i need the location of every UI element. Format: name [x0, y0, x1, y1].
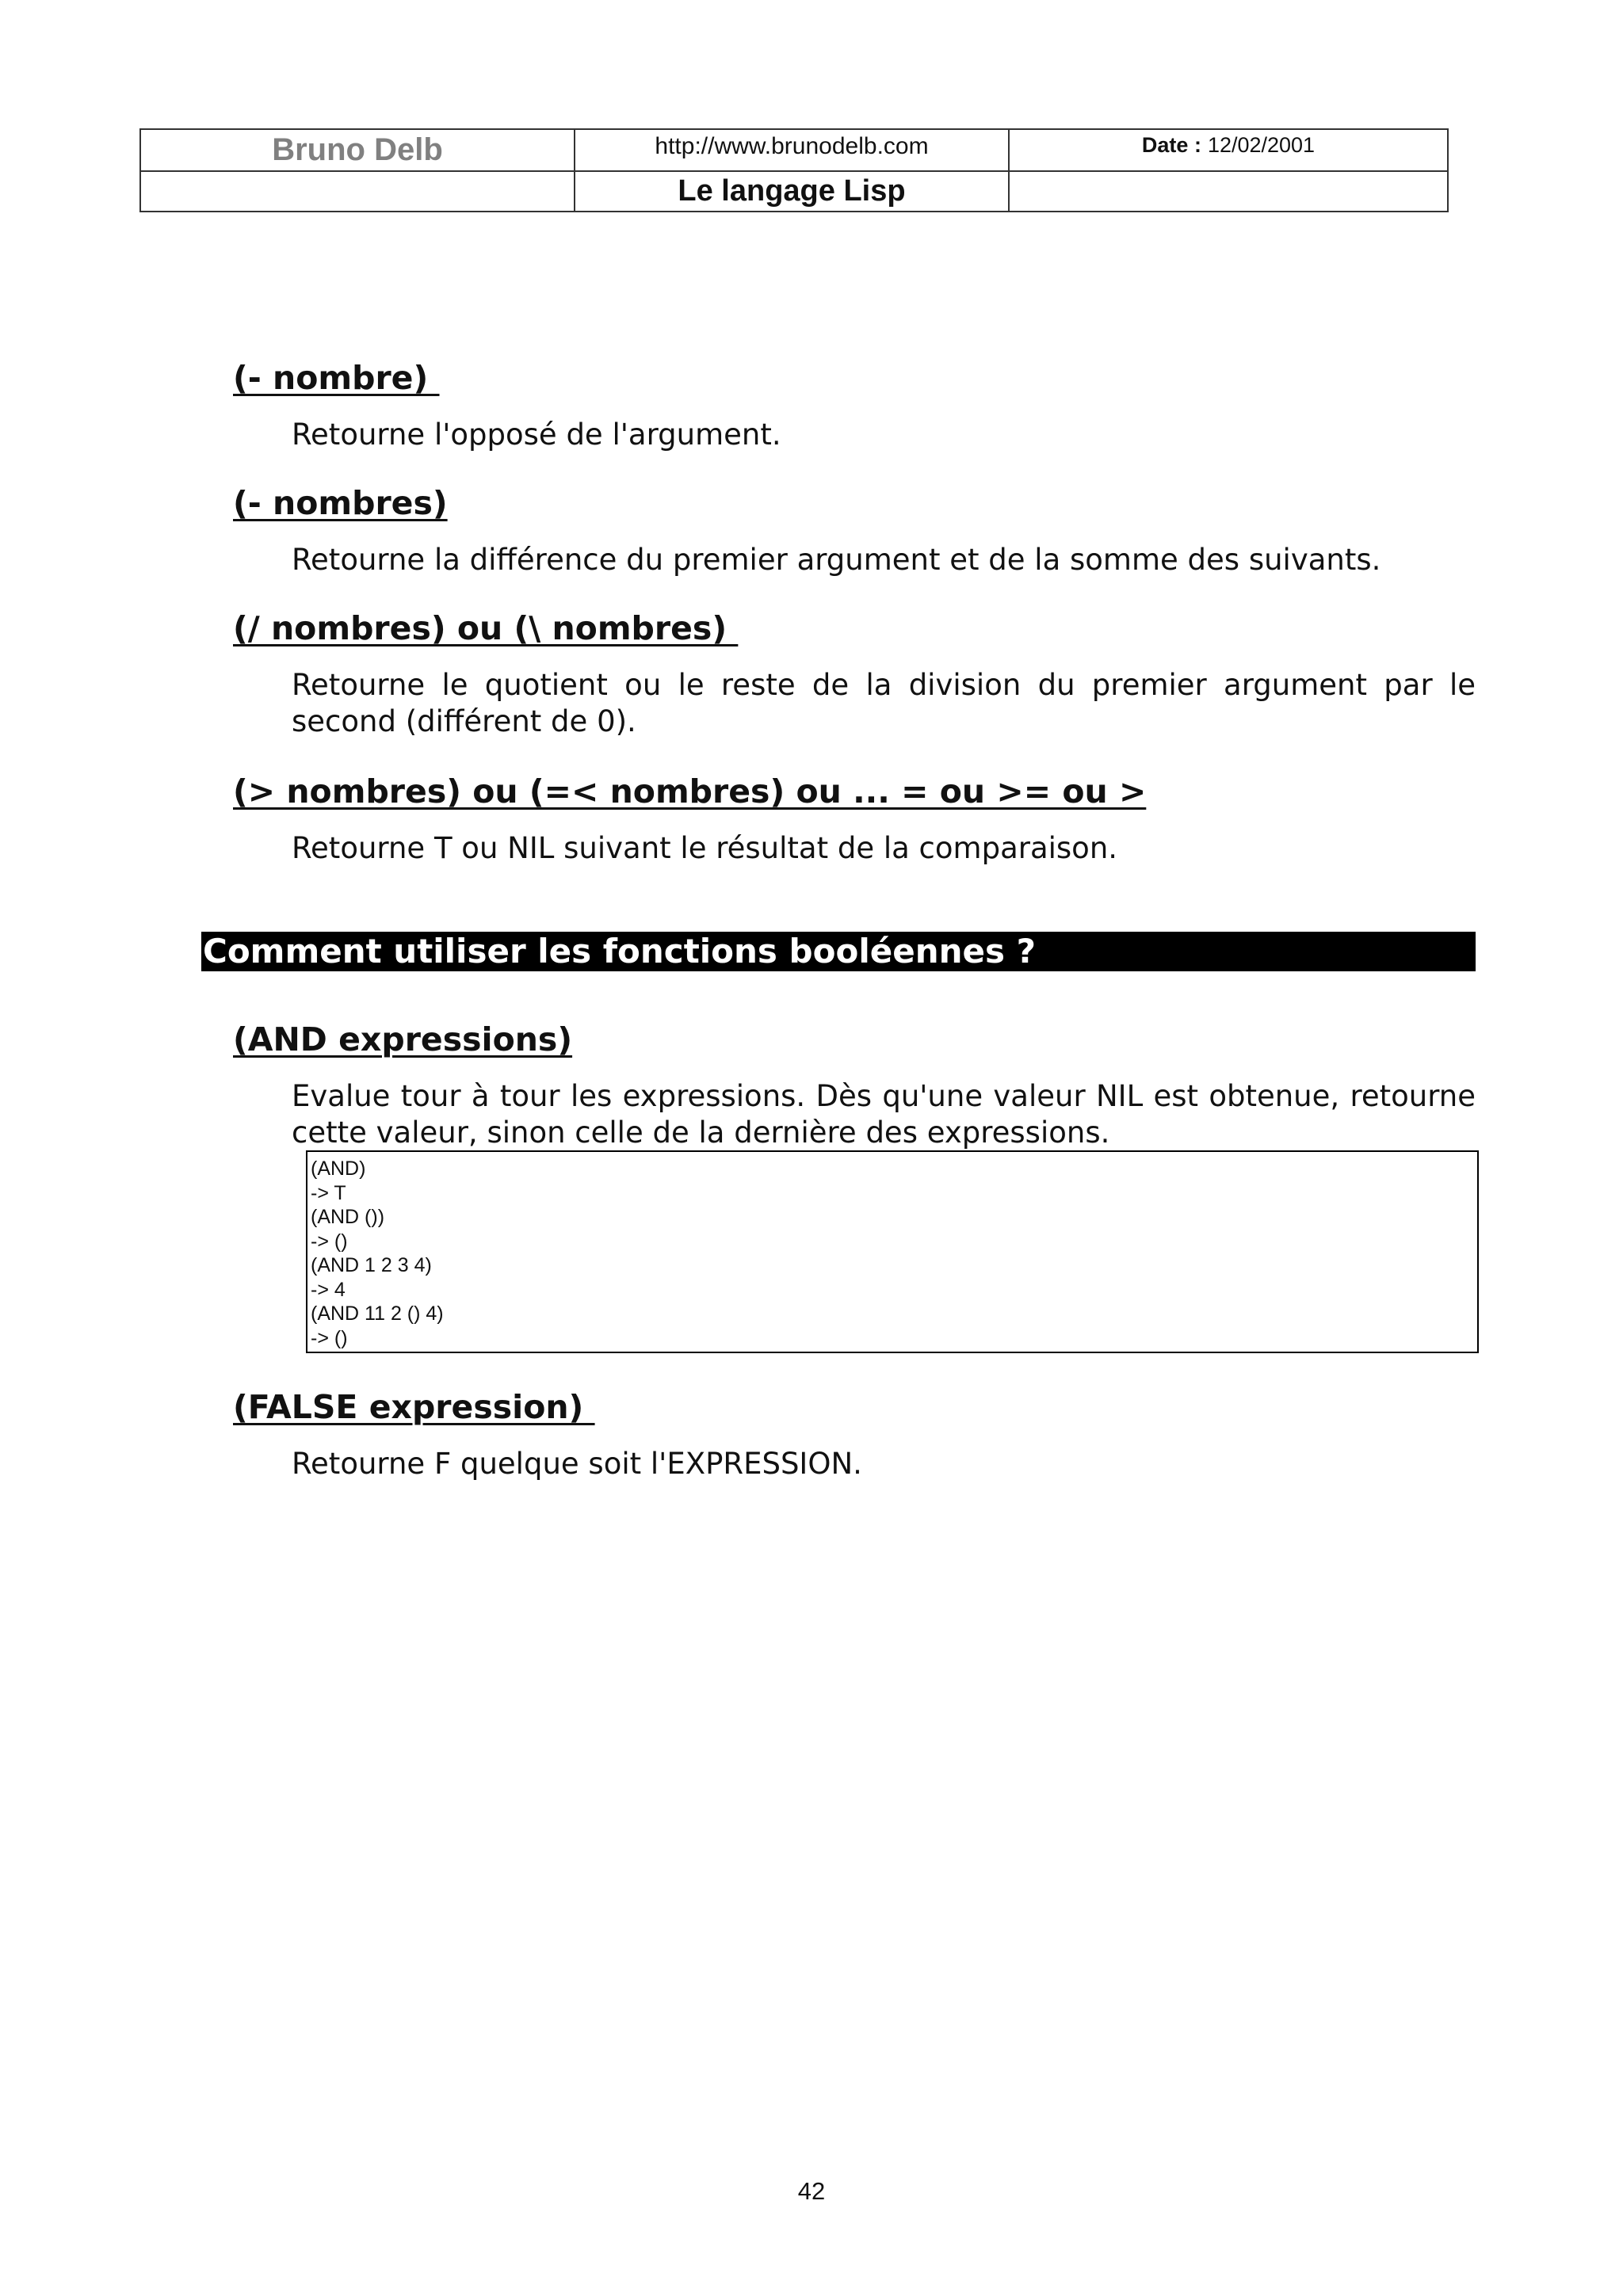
- entry-title-negate: (- nombre): [233, 359, 440, 397]
- code-line: (AND): [311, 1158, 366, 1180]
- code-line: -> (): [311, 1326, 348, 1349]
- entry-description-and: Evalue tour à tour les expressions. Dès qu'une valeur NIL est obtenue, retourne cette valeur, sinon celle de la dernière des expressions.: [292, 1079, 1476, 1150]
- entry-title-divide: (/ nombres) ou (\ nombres): [233, 609, 739, 647]
- document-date: [1010, 130, 1447, 172]
- entry-description-negate: Retourne l'opposé de l'argument.: [292, 418, 781, 452]
- code-line: (AND ()): [311, 1206, 385, 1228]
- date-value: 12/02/2001: [1207, 133, 1316, 157]
- code-line: -> 4: [311, 1278, 346, 1301]
- entry-description-false: Retourne F quelque soit l'EXPRESSION.: [292, 1447, 862, 1481]
- entry-title-compare: (> nombres) ou (=< nombres) ou ... = ou >= ou >: [233, 772, 1147, 810]
- code-line: -> T: [311, 1181, 346, 1204]
- author-name: Bruno Delb: [141, 130, 575, 172]
- document-title: Le langage Lisp: [575, 172, 1010, 211]
- document-header: [139, 128, 1449, 212]
- code-line: (AND 11 2 () 4): [311, 1302, 444, 1325]
- entry-description-subtract: Retourne la différence du premier argument et de la somme des suivants.: [292, 543, 1381, 577]
- entry-title-subtract: (- nombres): [233, 484, 448, 522]
- entry-description-compare: Retourne T ou NIL suivant le résultat de la comparaison.: [292, 831, 1118, 865]
- code-line: -> (): [311, 1230, 348, 1253]
- section-heading-boolean: Comment utiliser les fonctions booléennes ?: [201, 932, 1476, 971]
- code-line: (AND 1 2 3 4): [311, 1254, 432, 1276]
- entry-title-false: (FALSE expression): [233, 1388, 595, 1426]
- entry-title-and: (AND expressions): [233, 1020, 573, 1058]
- code-example-and: [306, 1150, 1479, 1353]
- entry-description-divide: Retourne le quotient ou le reste de la division du premier argument par le second (différent de 0).: [292, 668, 1476, 738]
- website-url: http://www.brunodelb.com: [575, 130, 1010, 172]
- page-number: 42: [797, 2177, 826, 2205]
- header-empty-cell-left: [141, 172, 575, 211]
- header-empty-cell-right: [1010, 172, 1447, 211]
- date-label: Date :: [1141, 133, 1201, 157]
